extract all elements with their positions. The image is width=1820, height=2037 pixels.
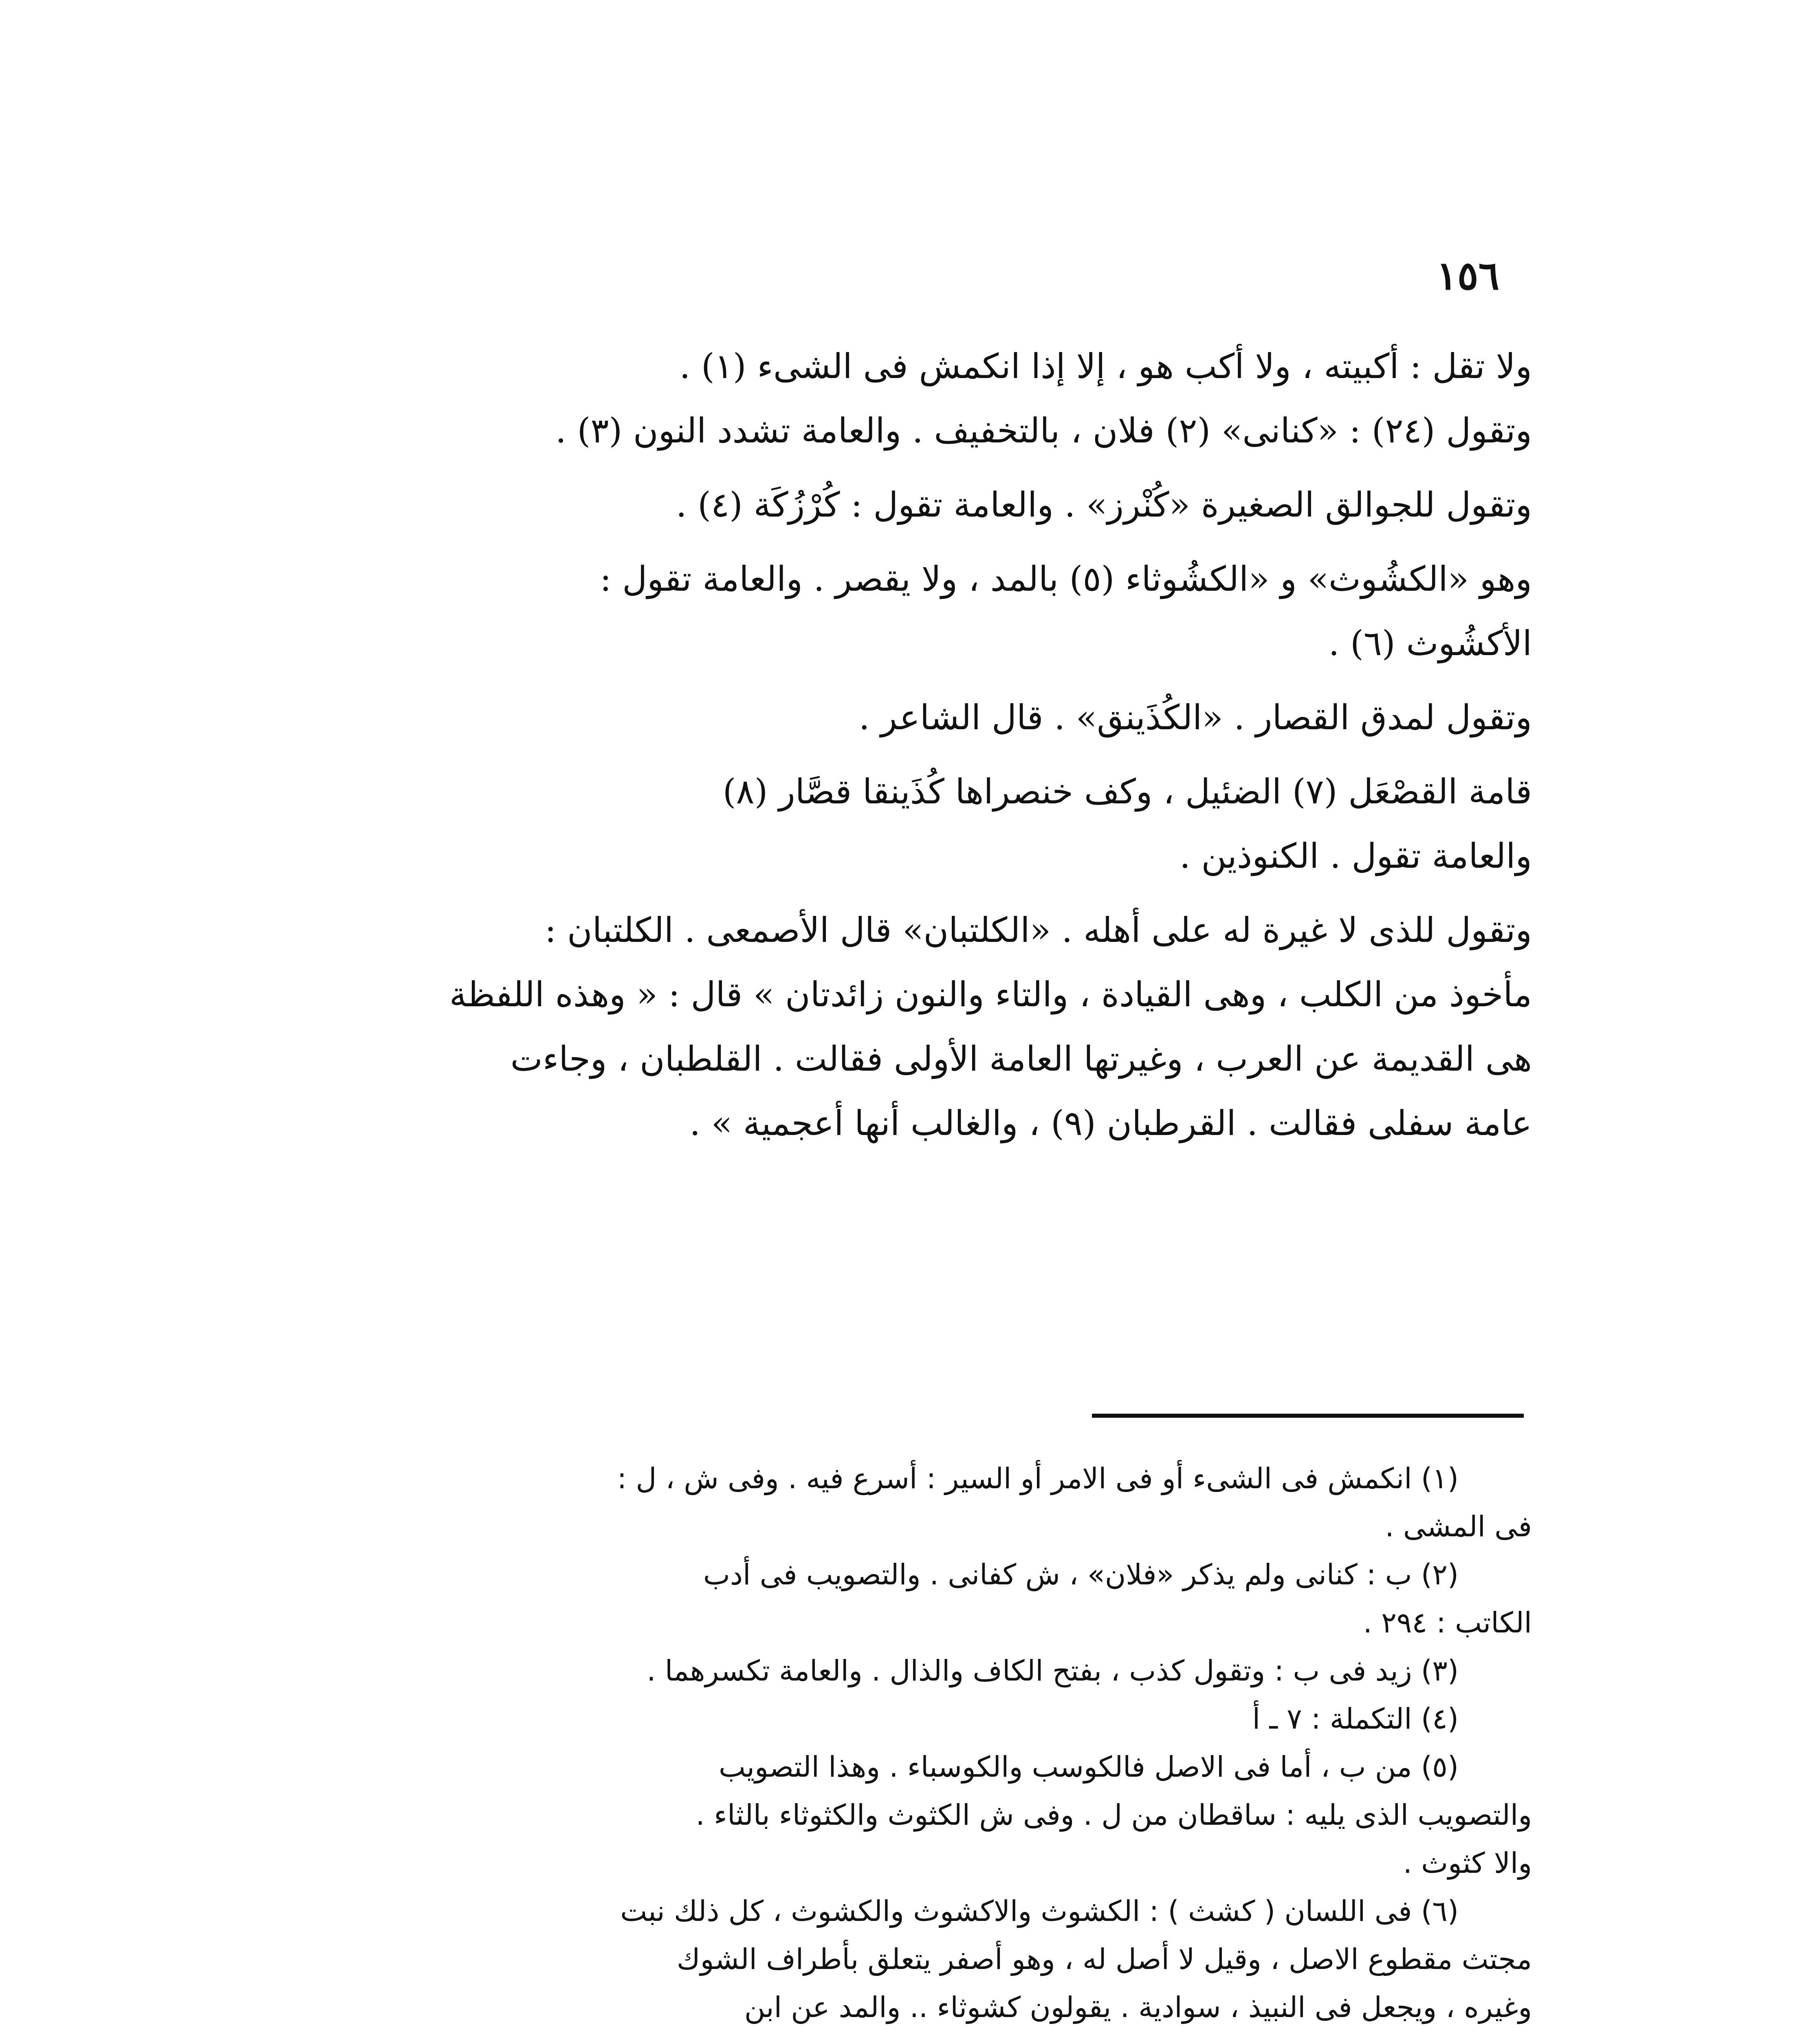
footnote-1: (١) انكمش فى الشىء أو فى الامر أو السير : أسرع فيه . وفى ش ، ل : <box>617 1462 1459 1495</box>
body-line: وتقول للجوالق الصغيرة «كُنْرز» . والعامة تقول : كُرْزُكَة (٤) . <box>676 485 1532 525</box>
footnote-3: (٣) زيد فى ب : وتقول كذب ، بفتح الكاف والذال . والعامة تكسرهما . <box>647 1654 1459 1687</box>
body-line: الأكشُوث (٦) . <box>1328 623 1532 663</box>
poetry-verse: قامة القصْعَل (٧) الضئيل ، وكف خنصراها كُذَينقا قصَّار (٨) <box>722 772 1532 812</box>
footnote-2-cont: الكاتب : ٢٩٤ . <box>1363 1606 1532 1639</box>
footnote-6-cont: مجتث مقطوع الاصل ، وقيل لا أصل له ، وهو أصفر يتعلق بأطراف الشوك <box>676 1942 1532 1976</box>
footnote-5-cont: والتصويب الذى يليه : ساقطان من ل . وفى ش الكثوث والكثوثاء بالثاء . <box>695 1798 1532 1832</box>
footnote-6: (٦) فى اللسان ( كشث ) : الكشوث والاكشوث والكشوث ، كل ذلك نبت <box>620 1894 1459 1928</box>
footnote-1-cont: فى المشى . <box>1385 1510 1532 1543</box>
footnote-5-cont: والا كثوث . <box>1403 1846 1532 1880</box>
body-line: وتقول للذى لا غيرة له على أهله . «الكلتبان» قال الأصمعى . الكلتبان : <box>545 910 1532 950</box>
footnote-5: (٥) من ب ، أما فى الاصل فالكوسب والكوسباء . وهذا التصويب <box>718 1750 1459 1784</box>
body-line: وهو «الكشُوث» و «الكشُوثاء (٥) بالمد ، ولا يقصر . والعامة تقول : <box>600 559 1532 599</box>
body-line: عامة سفلى فقالت . القرطبان (٩) ، والغالب أنها أعجمية » . <box>689 1103 1532 1143</box>
footnote-6-cont: وغيره ، ويجعل فى النبيذ ، سوادية . يقولون كشوثاء .. والمد عن ابن <box>744 1991 1532 2024</box>
footnote-2: (٢) ب : كنانى ولم يذكر «فلان» ، ش كفانى . والتصويب فى أدب <box>703 1558 1459 1591</box>
footnotes <box>342 1454 1532 2037</box>
main-text <box>350 334 1532 1155</box>
body-line: وتقول لمدق القصار . «الكُذَينق» . قال الشاعر . <box>858 697 1532 737</box>
page-number: ١٥٦ <box>1436 253 1499 299</box>
body-line: والعامة تقول . الكنوذين . <box>1180 836 1532 876</box>
footnote-4: (٤) التكملة : ٧ ـ أ <box>1252 1702 1459 1736</box>
footnote-divider <box>1092 1414 1524 1418</box>
footnote-6-cont <box>342 2031 1532 2037</box>
body-line: ولا تقل : أكبيته ، ولا أكب هو ، إلا إذا انكمش فى الشىء (١) . <box>679 346 1532 386</box>
body-line: هى القديمة عن العرب ، وغيرتها العامة الأولى فقالت . القلطبان ، وجاءت <box>510 1039 1532 1079</box>
body-line: وتقول (٢٤) : «كنانى» (٢) فلان ، بالتخفيف . والعامة تشدد النون (٣) . <box>555 411 1532 451</box>
body-line: مأخوذ من الكلب ، وهى القيادة ، والتاء والنون زائدتان » قال : « وهذه اللفظة <box>449 975 1532 1014</box>
